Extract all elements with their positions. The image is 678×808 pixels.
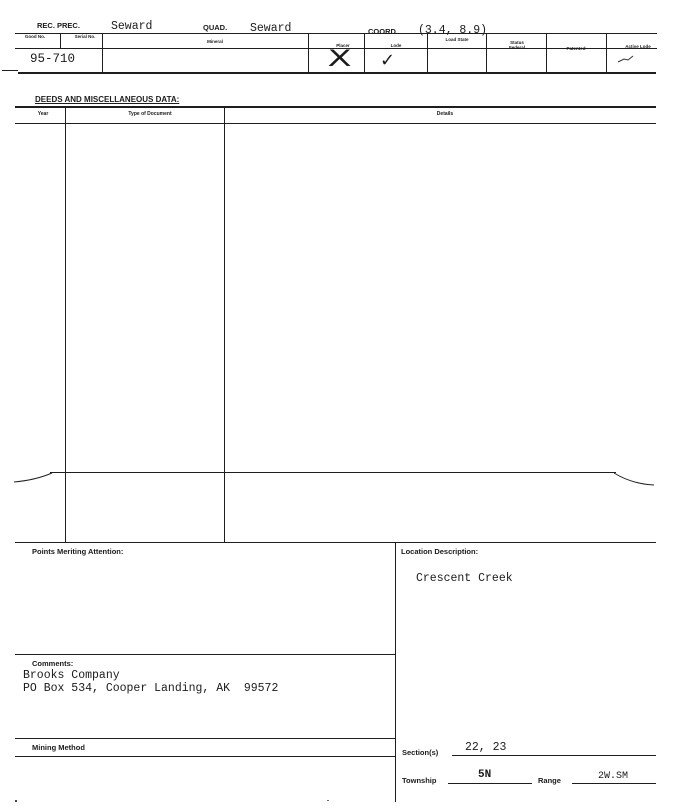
comments-line-2: PO Box 534, Cooper Landing, AK 99572 <box>23 682 279 695</box>
rec-prec-label: REC. PREC. <box>37 21 80 30</box>
township-value: 5N <box>478 769 492 781</box>
col-details: Details <box>436 111 454 117</box>
township-underline <box>448 783 532 784</box>
speck-mark <box>15 800 17 802</box>
speck-mark <box>327 800 329 801</box>
deeds-year-divider <box>65 106 66 542</box>
left-tick-mark <box>2 70 18 71</box>
comments-line-1: Brooks Company <box>23 669 120 682</box>
claim-divider <box>546 33 547 72</box>
claim-divider <box>427 33 428 72</box>
active-lode-scribble-icon <box>616 54 638 64</box>
section-underline <box>452 755 656 756</box>
header-top-rule <box>15 33 657 34</box>
mining-method-label: Mining Method <box>32 743 85 752</box>
points-meriting-attention-label: Points Meriting Attention: <box>32 547 124 556</box>
comments-label: Comments: <box>32 659 74 668</box>
col-active-lode: Active Lode <box>625 44 651 49</box>
good-no-value: 95-710 <box>30 52 76 66</box>
deeds-header-rule <box>15 123 656 124</box>
township-label: Township <box>402 776 437 785</box>
section-label: Section(s) <box>402 748 439 757</box>
col-mineral: Mineral <box>207 39 223 44</box>
col-type-of-document: Type of Document <box>128 111 172 117</box>
deeds-title: DEEDS AND MISCELLANEOUS DATA: <box>35 95 180 104</box>
claim-divider <box>364 33 365 72</box>
mining-method-rule <box>15 738 395 739</box>
location-description-value: Crescent Creek <box>416 572 513 585</box>
lode-mark: ✓ <box>380 50 396 71</box>
col-year: Year <box>37 111 49 117</box>
col-good-no: Good No. <box>24 34 46 39</box>
col-patented: Patented <box>566 46 586 51</box>
quad-value: Seward <box>250 22 292 35</box>
claim-divider <box>606 33 607 72</box>
col-placer: Placer <box>336 43 350 48</box>
quad-label: QUAD. <box>203 23 228 32</box>
rec-prec-value: Seward <box>111 20 153 33</box>
coord-value: (3.4, 8.9) <box>418 24 488 37</box>
section-value: 22, 23 <box>465 741 507 754</box>
coord-label: COORD. <box>368 27 398 36</box>
col-status-federal: Status Federal <box>508 40 525 50</box>
col-serial-no: Serial No. <box>74 34 96 39</box>
lower-section-divider <box>395 542 396 802</box>
range-label: Range <box>538 776 561 785</box>
lower-section-rule <box>15 542 656 543</box>
range-underline <box>572 783 656 784</box>
fold-line <box>50 472 616 473</box>
col-lode: Lode <box>390 43 402 48</box>
location-description-label: Location Description: <box>401 547 479 556</box>
range-value: 2W.SM <box>598 771 629 782</box>
fold-curl-left-icon <box>12 470 56 484</box>
claim-row-bottom-rule <box>18 72 656 74</box>
col-load-state: Load State <box>445 37 469 42</box>
claim-divider <box>60 33 61 48</box>
placer-mark: X <box>327 47 352 72</box>
claim-divider <box>308 33 309 72</box>
comments-rule <box>15 654 395 655</box>
claim-divider <box>102 33 103 72</box>
claim-divider <box>486 33 487 72</box>
deeds-type-divider <box>224 106 225 542</box>
mining-method-bottom-rule <box>15 756 395 757</box>
deeds-top-rule <box>15 106 656 108</box>
fold-curl-right-icon <box>610 470 658 488</box>
